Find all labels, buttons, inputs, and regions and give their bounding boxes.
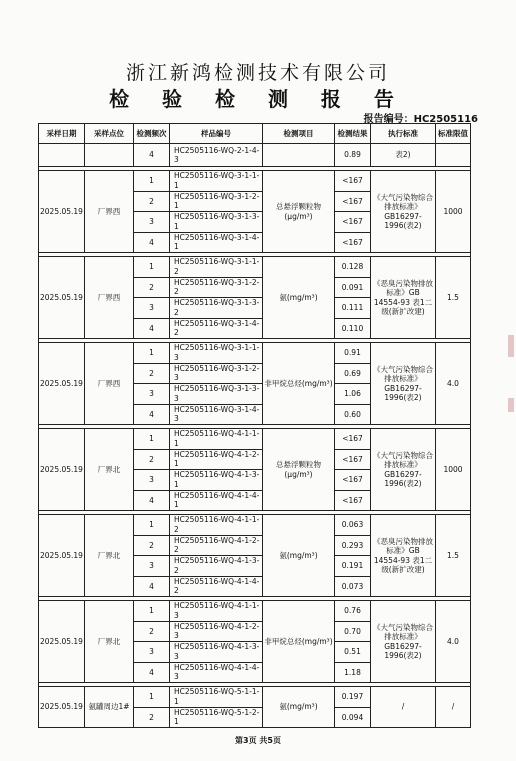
result-cell: <167 xyxy=(335,449,371,470)
standard-cell: 表2) xyxy=(371,144,436,167)
result-cell: <167 xyxy=(335,490,371,511)
sample-cell: HC2505116-WQ-4-1-3-1 xyxy=(170,470,263,491)
site-cell: 厂界北 xyxy=(85,429,134,511)
standard-cell: 《大气污染物综合排放标准》GB16297-1996(表2) xyxy=(371,171,436,253)
table-row xyxy=(39,257,471,278)
sample-cell: HC2505116-WQ-3-1-2-3 xyxy=(170,363,263,384)
result-cell: 0.91 xyxy=(335,343,371,364)
table-body xyxy=(39,144,471,728)
results-table xyxy=(38,123,471,728)
freq-cell: 1 xyxy=(134,687,170,708)
stamp-edge-mark xyxy=(508,335,514,357)
freq-cell: 3 xyxy=(134,212,170,233)
freq-cell: 2 xyxy=(134,277,170,298)
result-cell: 0.111 xyxy=(335,298,371,319)
freq-cell: 1 xyxy=(134,429,170,450)
result-cell: 0.091 xyxy=(335,277,371,298)
item-cell xyxy=(263,144,335,167)
freq-cell: 4 xyxy=(134,232,170,253)
freq-cell: 2 xyxy=(134,621,170,642)
freq-cell: 3 xyxy=(134,470,170,491)
result-cell: <167 xyxy=(335,232,371,253)
sample-cell: HC2505116-WQ-3-1-3-3 xyxy=(170,384,263,405)
sample-cell: HC2505116-WQ-5-1-2-1 xyxy=(170,707,263,728)
item-cell: 总悬浮颗粒物(μg/m³) xyxy=(263,171,335,253)
freq-cell: 3 xyxy=(134,298,170,319)
freq-cell: 4 xyxy=(134,576,170,597)
limit-cell: 1000 xyxy=(436,429,471,511)
date-cell: 2025.05.19 xyxy=(39,515,85,597)
limit-cell: 1.5 xyxy=(436,515,471,597)
sample-cell: HC2505116-WQ-3-1-4-3 xyxy=(170,404,263,425)
freq-cell: 4 xyxy=(134,144,170,167)
table-row xyxy=(39,171,471,192)
stamp-edge-mark xyxy=(508,398,514,412)
report-number-label: 报告编号： xyxy=(363,114,414,125)
column-header: 执行标准 xyxy=(371,124,436,144)
sample-cell: HC2505116-WQ-3-1-4-1 xyxy=(170,232,263,253)
freq-cell: 1 xyxy=(134,171,170,192)
freq-cell: 4 xyxy=(134,404,170,425)
result-cell: 0.60 xyxy=(335,404,371,425)
date-cell: 2025.05.19 xyxy=(39,171,85,253)
sample-cell: HC2505116-WQ-4-1-2-3 xyxy=(170,621,263,642)
column-header: 检测项目 xyxy=(263,124,335,144)
result-cell: 0.69 xyxy=(335,363,371,384)
result-cell: 0.51 xyxy=(335,642,371,663)
freq-cell: 4 xyxy=(134,318,170,339)
sample-cell: HC2505116-WQ-3-1-2-1 xyxy=(170,191,263,212)
column-header: 采样点位 xyxy=(85,124,134,144)
sample-cell: HC2505116-WQ-4-1-4-1 xyxy=(170,490,263,511)
date-cell: 2025.05.19 xyxy=(39,429,85,511)
company-name: 浙江新鸿检测技术有限公司 xyxy=(125,62,390,84)
freq-cell: 3 xyxy=(134,384,170,405)
freq-cell: 2 xyxy=(134,535,170,556)
result-cell: <167 xyxy=(335,171,371,192)
table-row xyxy=(39,601,471,622)
table-row xyxy=(39,429,471,450)
limit-cell: / xyxy=(436,687,471,728)
item-cell: 氨(mg/m³) xyxy=(263,687,335,728)
site-cell: 厂界北 xyxy=(85,515,134,597)
freq-cell: 2 xyxy=(134,707,170,728)
date-cell xyxy=(39,144,85,167)
column-header: 检测频次 xyxy=(134,124,170,144)
sample-cell: HC2505116-WQ-4-1-1-1 xyxy=(170,429,263,450)
date-cell: 2025.05.19 xyxy=(39,343,85,425)
item-cell: 氨(mg/m³) xyxy=(263,257,335,339)
sample-cell: HC2505116-WQ-3-1-1-1 xyxy=(170,171,263,192)
result-cell: 0.89 xyxy=(335,144,371,167)
result-cell: 0.110 xyxy=(335,318,371,339)
sample-cell: HC2505116-WQ-3-1-1-3 xyxy=(170,343,263,364)
report-title: 检 验 检 测 报 告 xyxy=(109,87,407,111)
freq-cell: 4 xyxy=(134,662,170,683)
result-cell: <167 xyxy=(335,429,371,450)
freq-cell: 1 xyxy=(134,257,170,278)
date-cell: 2025.05.19 xyxy=(39,601,85,683)
limit-cell: 4.0 xyxy=(436,601,471,683)
table-header-row xyxy=(39,124,471,144)
site-cell: 厂界北 xyxy=(85,601,134,683)
freq-cell: 3 xyxy=(134,642,170,663)
limit-cell: 4.0 xyxy=(436,343,471,425)
result-cell: 0.70 xyxy=(335,621,371,642)
date-cell: 2025.05.19 xyxy=(39,687,85,728)
limit-cell: 1000 xyxy=(436,171,471,253)
report-number-value: HC2505116 xyxy=(413,114,478,125)
table-row xyxy=(39,343,471,364)
result-cell: <167 xyxy=(335,191,371,212)
column-header: 检测结果 xyxy=(335,124,371,144)
site-cell: 厂界西 xyxy=(85,343,134,425)
sample-cell: HC2505116-WQ-4-1-2-1 xyxy=(170,449,263,470)
item-cell: 非甲烷总烃(mg/m³) xyxy=(263,601,335,683)
sample-cell: HC2505116-WQ-3-1-4-2 xyxy=(170,318,263,339)
result-cell: 0.063 xyxy=(335,515,371,536)
site-cell: 厂界西 xyxy=(85,171,134,253)
item-cell: 总悬浮颗粒物(μg/m³) xyxy=(263,429,335,511)
standard-cell: 《大气污染物综合排放标准》GB16297-1996(表2) xyxy=(371,429,436,511)
standard-cell: 《大气污染物综合排放标准》GB16297-1996(表2) xyxy=(371,601,436,683)
sample-cell: HC2505116-WQ-3-1-2-2 xyxy=(170,277,263,298)
result-cell: <167 xyxy=(335,212,371,233)
date-cell: 2025.05.19 xyxy=(39,257,85,339)
table-row xyxy=(39,687,471,708)
sample-cell: HC2505116-WQ-2-1-4-3 xyxy=(170,144,263,167)
freq-cell: 1 xyxy=(134,515,170,536)
freq-cell: 2 xyxy=(134,449,170,470)
limit-cell: 1.5 xyxy=(436,257,471,339)
freq-cell: 2 xyxy=(134,191,170,212)
result-cell: 0.128 xyxy=(335,257,371,278)
standard-cell: 《恶臭污染物排放标准》GB 14554-93 表1二级(新扩改建) xyxy=(371,257,436,339)
column-header: 采样日期 xyxy=(39,124,85,144)
site-cell xyxy=(85,144,134,167)
result-cell: 0.293 xyxy=(335,535,371,556)
result-cell: 1.06 xyxy=(335,384,371,405)
table-row xyxy=(39,515,471,536)
standard-cell: / xyxy=(371,687,436,728)
site-cell: 厂界西 xyxy=(85,257,134,339)
sample-cell: HC2505116-WQ-4-1-1-2 xyxy=(170,515,263,536)
page-footer: 第3页 共5页 xyxy=(235,736,281,745)
result-cell: 0.094 xyxy=(335,707,371,728)
result-cell: 0.76 xyxy=(335,601,371,622)
sample-cell: HC2505116-WQ-4-1-4-2 xyxy=(170,576,263,597)
item-cell: 氨(mg/m³) xyxy=(263,515,335,597)
site-cell: 氨罐周边1# xyxy=(85,687,134,728)
freq-cell: 4 xyxy=(134,490,170,511)
sample-cell: HC2505116-WQ-4-1-4-3 xyxy=(170,662,263,683)
standard-cell: 《大气污染物综合排放标准》GB16297-1996(表2) xyxy=(371,343,436,425)
sample-cell: HC2505116-WQ-5-1-1-1 xyxy=(170,687,263,708)
freq-cell: 2 xyxy=(134,363,170,384)
sample-cell: HC2505116-WQ-4-1-3-3 xyxy=(170,642,263,663)
result-cell: 0.197 xyxy=(335,687,371,708)
column-header: 样品编号 xyxy=(170,124,263,144)
sample-cell: HC2505116-WQ-4-1-2-2 xyxy=(170,535,263,556)
result-cell: 0.191 xyxy=(335,556,371,577)
sample-cell: HC2505116-WQ-3-1-3-2 xyxy=(170,298,263,319)
sample-cell: HC2505116-WQ-4-1-3-2 xyxy=(170,556,263,577)
column-header: 标准限值 xyxy=(436,124,471,144)
freq-cell: 1 xyxy=(134,601,170,622)
standard-cell: 《恶臭污染物排放标准》GB 14554-93 表1二级(新扩改建) xyxy=(371,515,436,597)
item-cell: 非甲烷总烃(mg/m³) xyxy=(263,343,335,425)
sample-cell: HC2505116-WQ-3-1-3-1 xyxy=(170,212,263,233)
result-cell: 0.073 xyxy=(335,576,371,597)
table-row xyxy=(39,144,471,167)
limit-cell xyxy=(436,144,471,167)
freq-cell: 3 xyxy=(134,556,170,577)
freq-cell: 1 xyxy=(134,343,170,364)
result-cell: 1.18 xyxy=(335,662,371,683)
sample-cell: HC2505116-WQ-3-1-1-2 xyxy=(170,257,263,278)
sample-cell: HC2505116-WQ-4-1-1-3 xyxy=(170,601,263,622)
result-cell: <167 xyxy=(335,470,371,491)
